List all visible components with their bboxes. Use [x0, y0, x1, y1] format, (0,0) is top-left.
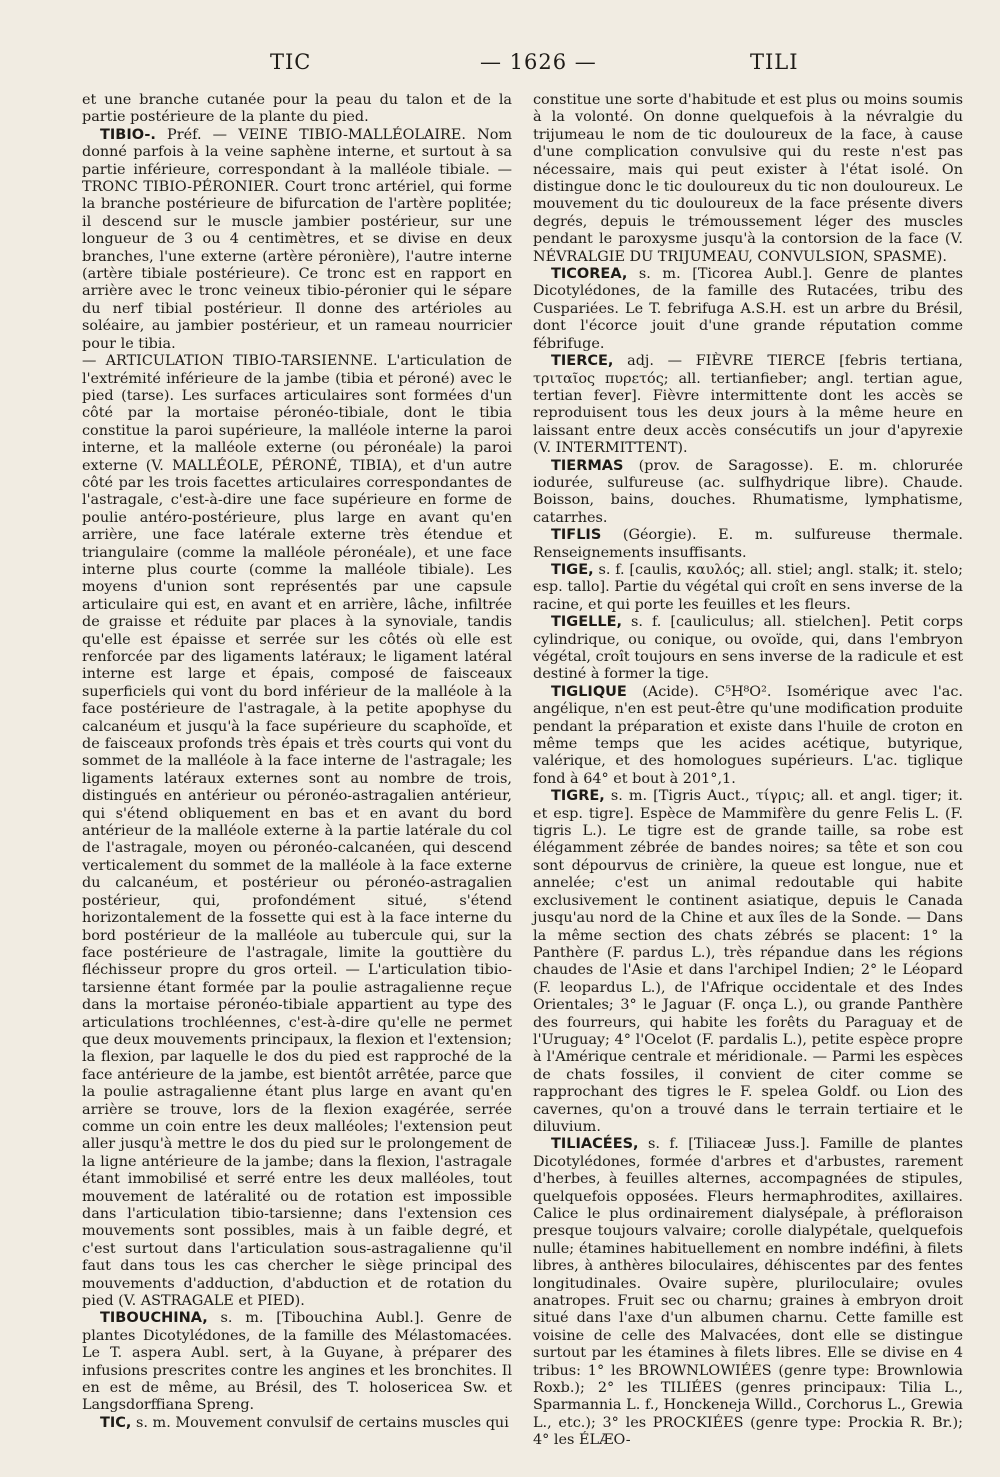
continuation-paragraph: et une branche cutanée pour la peau du talon et de la partie postérieure de la plante du pied. [82, 92, 512, 126]
entry-tiermas [533, 458, 963, 528]
entry-body: s. m. Mouvement convulsif de certains muscles qui [136, 1414, 509, 1431]
headword: TIGRE, [551, 788, 605, 805]
entry-body: (Acide). C⁵H⁸O². Isomérique avec l'ac. angélique, n'en est peut-être qu'une modification produite pendant la préparation et existe dans l'huile de croton en même temps que les acides acétique, butyrique, valérique, et des homologues supérieurs. L'ac. tiglique fond à 64° et bout à 201°,1. [533, 683, 963, 787]
entry-body: adj. — FIÈVRE TIERCE [febris tertiana, τριταῖος πυρετός; all. tertianfieber; angl. tertian ague, tertian fever]. Fièvre intermittente dont les accès se reproduisent tous les deux jours à la même heure en laissant entre deux accès consécutifs un jour d'apyrexie (V. INTERMITTENT). [533, 353, 963, 457]
headword: TIC, [100, 1414, 132, 1431]
headword: TIBIO-. [100, 126, 156, 143]
entry-body: s. f. [caulis, καυλός; all. stiel; angl. stalk; it. stelo; esp. tallo]. Partie du végétal qui croît en sens inverse de la racine, et qui porte les feuilles et les fleurs. [533, 561, 963, 613]
entry-ticorea [533, 266, 963, 353]
entry-tigelle [533, 614, 963, 684]
entry-body: (prov. de Saragosse). E. m. chlorurée iodurée, sulfureuse (ac. sulfhydrique libre). Chaude. Boisson, bains, douches. Rhumatisme, lymphatisme, catarrhes. [533, 457, 964, 526]
headword: TIGLIQUE [551, 683, 627, 700]
headword: TIGELLE, [551, 614, 622, 631]
entry-body: s. m. [Tibouchina Aubl.]. Genre de plantes Dicotylédones, de la famille des Mélastomacées. Le T. aspera Aubl. sert, à la Guyane, à préparer des infusions prescrites contre les angines et les bronchites. Il en est de même, au Brésil, des T. holosericea Sw. et Langsdorffiana Spreng. [82, 1310, 512, 1414]
headword: TILIACÉES, [551, 1136, 639, 1153]
headword: TIBOUCHINA, [100, 1310, 208, 1327]
headword: TIGE, [551, 561, 594, 578]
subentry-articulation: — ARTICULATION TIBIO-TARSIENNE. L'articulation de l'extrémité inférieure de la jambe (tibia et péroné) avec le pied (tarse). Les surfaces articulaires sont formées d'un côté par la mortaise péronéo-tibiale, dont le tibia constitue la paroi supérieure, la malléole interne la paroi interne, et la malléole externe (ou péronéale) la paroi externe (V. MALLÉOLE, PÉRONÉ, TIBIA), et d'un autre côté par les trois facettes articulaires correspondantes de l'astragale, c'est-à-dire une face supérieure en forme de poulie antéro-postérieure, plus large en avant qu'en arrière, une face latérale externe très étendue et triangulaire (comme la malléole péronéale), et une face interne plus courte (comme la malléole tibiale). Les moyens d'union sont représentés par une capsule articulaire qui est, en avant et en arrière, lâche, infiltrée de graisse et réduite par places à la synoviale, tandis qu'elle est épaisse et serrée sur les côtés où elle est renforcée par des ligaments latéraux; le ligament latéral interne est large et épais, composé de faisceaux superficiels qui vont du bord inférieur de la malléole à la face postérieure de l'astragale, à la petite apophyse du calcanéum et jusqu'à la face supérieure du scaphoïde, et de faisceaux profonds très épais et très courts qui vont du sommet de la malléole à la face interne de l'astragale; les ligaments latéraux externes sont au nombre de trois, distingués en antérieur ou péronéo-astragalien antérieur, qui s'étend obliquement en bas et en avant du bord antérieur de la malléole externe à la partie latérale du col de l'astragale, moyen ou péronéo-calcanéen, qui descend verticalement du sommet de la malléole à la face externe du calcanéum, et postérieur ou péronéo-astragalien postérieur, qui, profondément situé, s'étend horizontalement de la fossette qui est à la face interne du bord postérieur de la malléole au tubercule qui, sur la face postérieure de l'astragale, limite la gouttière du fléchisseur propre du gros orteil. — L'articulation tibio-tarsienne étant formée par la poulie astragalienne reçue dans la mortaise péronéo-tibiale appartient au type des articulations trochléennes, c'est-à-dire qu'elle ne permet que deux mouvements principaux, la flexion et l'extension; la flexion, par laquelle le dos du pied est rapproché de la face antérieure de la jambe, est bientôt arrêtée, parce que la poulie astragalienne étant plus large en avant qu'en arrière se trouve, lors de la flexion exagérée, serrée comme un coin entre les deux malléoles; l'extension peut aller jusqu'à mettre le dos du pied sur le prolongement de la ligne antérieure de la jambe; dans la flexion, l'astragale étant immobilisé et serré entre les deux malléoles, tout mouvement de latéralité ou de rotation est impossible dans l'articulation tibio-tarsienne; dans l'extension ces mouvements sont possibles, mais à un faible degré, et c'est surtout dans l'articulation sous-astragalienne qu'il faut dans tous les cas chercher le siège principal des mouvements d'adduction, d'abduction et de rotation du pied (V. ASTRAGALE et PIED). [82, 353, 512, 1310]
entry-body: s. m. [Tigris Auct., τίγρις; all. et angl. tiger; it. et esp. tigre]. Espèce de Mammifère du genre Felis L. (F. tigris L.). Le tigre est de grande taille, sa robe est élégamment zébrée de bandes noires; sa tête et son cou sont dépourvus de crinière, la queue est longue, nue et annelée; c'est un animal redoutable qui habite exclusivement le continent asiatique, depuis le Canada jusqu'au nord de la Chine et aux îles de la Sonde. — Dans la même section des chats zébrés se placent: 1° la Panthère (F. pardus L.), très répandue dans les régions chaudes de l'Asie et dans l'archipel Indien; 2° le Léopard (F. leopardus L.), de l'Afrique occidentale et des Indes Orientales; 3° le Jaguar (F. onça L.), ou grande Panthère des fourreurs, qui habite les forêts du Paraguay et de l'Uruguay; 4° l'Ocelot (F. pardalis L.), petite espèce propre à l'Amérique centrale et méridionale. — Parmi les espèces de chats fossiles, il convient de citer comme se rapprochant des tigres le F. spelea Goldf. ou Lion des cavernes, qu'on a trouvé dans le terrain tertiaire et le diluvium. [533, 788, 963, 1135]
entry-tigre [533, 788, 963, 1136]
entry-tige [533, 562, 963, 614]
headword: TIFLIS [551, 527, 602, 544]
right-column [533, 92, 963, 1450]
entry-body: (Géorgie). E. m. sulfureuse thermale. Renseignements insuffisants. [533, 527, 963, 561]
page-number: — 1626 — [480, 50, 597, 74]
entry-body: s. f. [Tiliaceæ Juss.]. Famille de plantes Dicotylédones, formée d'arbres et d'arbustes, rarement d'herbes, à feuilles alternes, accompagnées de stipules, quelquefois opposées. Fleurs hermaphrodites, axillaires. Calice le plus ordinairement dialysépale, à préfloraison presque toujours valvaire; corolle dialypétale, quelquefois nulle; étamines habituellement en nombre indéfini, à filets libres, à anthères biloculaires, déhiscentes par des fentes longitudinales. Ovaire supère, pluriloculaire; ovules anatropes. Fruit sec ou charnu; graines à embryon droit situé dans l'axe d'un albumen charnu. Cette famille est voisine de celle des Malvacées, dont elle se distingue surtout par les étamines à filets libres. Elle se divise en 4 tribus: 1° les BROWNLOWIÉES (genre type: Brownlowia Roxb.); 2° les TILIÉES (genres principaux: Tilia L., Sparmannia L. f., Honckeneja Willd., Corchorus L., Grewia L., etc.); 3° les PROCKIÉES (genre type: Prockia R. Br.); 4° les ÉLÆO- [533, 1136, 964, 1449]
entry-body: Préf. — VEINE TIBIO-MALLÉOLAIRE. Nom donné parfois à la veine saphène interne, et surtout à sa partie inférieure, correspondant à la malléole tibiale. — TRONC TIBIO-PÉRONIER. Court tronc artériel, qui forme la branche postérieure de bifurcation de l'artère poplitée; il descend sur le muscle jambier postérieur, sur une longueur de 3 ou 4 centimètres, et se divise en deux branches, l'une externe (artère péronière), l'autre interne (artère tibiale postérieure). Ce tronc est en rapport en arrière avec le tronc veineux tibio-péronier qui le sépare du nerf tibial postérieur. Il donne des artérioles au soléaire, au jambier postérieur, et un rameau nourricier pour le tibia. [82, 126, 513, 352]
entry-tic [82, 1415, 512, 1432]
page-header [70, 50, 960, 80]
headword: TIERMAS [551, 457, 624, 474]
headword: TICOREA, [551, 266, 628, 283]
entry-body: s. m. [Ticorea Aubl.]. Genre de plantes Dicotylédones, de la famille des Rutacées, tribu des Cuspariées. Le T. febrifuga A.S.H. est un arbre du Brésil, dont l'écorce jouit d'une grande réputation comme fébrifuge. [533, 266, 963, 352]
left-column [82, 92, 512, 1432]
entry-tibouchina [82, 1310, 512, 1414]
entry-tibio [82, 127, 512, 353]
headword: TIERCE, [551, 353, 614, 370]
entry-tiflis [533, 527, 963, 562]
header-left-word: TIC [270, 50, 312, 74]
continuation-paragraph: constitue une sorte d'habitude et est plus ou moins soumis à la volonté. On donne quelquefois à la névralgie du trijumeau le nom de tic douloureux de la face, à cause d'une complication convulsive qui du reste n'est pas nécessaire, mais qui peut exister à l'état isolé. On distingue donc le tic douloureux du tic non douloureux. Le mouvement du tic douloureux de la face présente divers degrés, depuis le trémoussement léger des muscles pendant le paroxysme jusqu'à la contorsion de la face (V. NÉVRALGIE DU TRIJUMEAU, CONVULSION, SPASME). [533, 92, 963, 265]
header-right-word: TILI [750, 50, 799, 74]
entry-tiliacees [533, 1136, 963, 1449]
entry-tiglique [533, 684, 963, 788]
entry-body: s. f. [cauliculus; all. stielchen]. Petit corps cylindrique, ou conique, ou ovoïde, qui, dans l'embryon végétal, croît toujours en sens inverse de la radicule et est destiné à former la tige. [533, 614, 964, 683]
entry-tierce [533, 353, 963, 457]
